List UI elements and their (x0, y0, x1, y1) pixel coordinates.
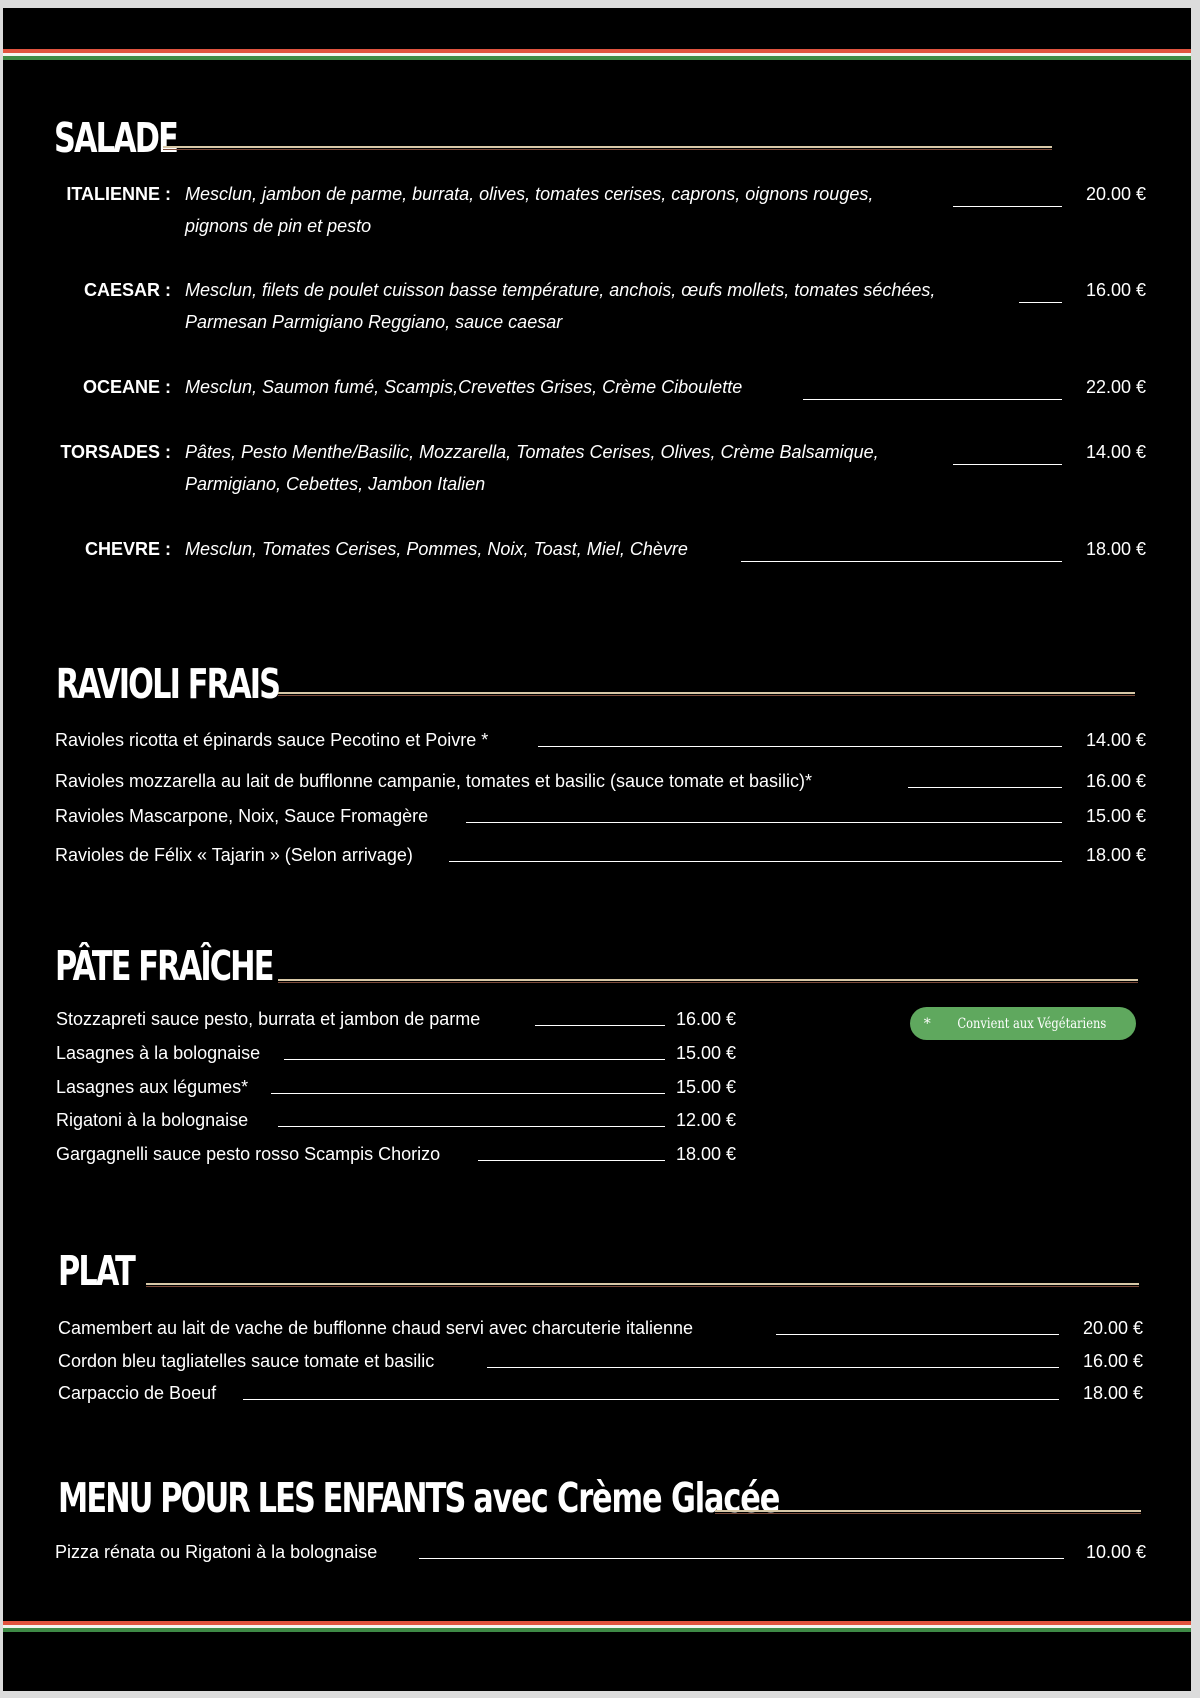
item-name: Lasagnes à la bolognaise (56, 1043, 261, 1063)
price: 16.00 € (676, 1009, 737, 1029)
price: 15.00 € (676, 1077, 737, 1097)
price: 20.00 € (1082, 1318, 1143, 1338)
dot-leader (953, 464, 1062, 465)
section-title-ravioli: RAVIOLI FRAIS (56, 660, 280, 708)
section-rule (278, 979, 1138, 983)
price: 10.00 € (1085, 1542, 1146, 1562)
vegetarian-badge (910, 1007, 1136, 1040)
item-name: Camembert au lait de vache de bufflonne chaud servi avec charcuterie italienne (58, 1318, 694, 1338)
item-name: Carpaccio de Boeuf (58, 1383, 217, 1403)
item-name: Rigatoni à la bolognaise (56, 1110, 249, 1130)
salad-item-description: Pâtes, Pesto Menthe/Basilic, Mozzarella, Tomates Cerises, Olives, Crème Balsamique, Parmigiano, Cebettes, Jambon Italien (185, 442, 879, 494)
salad-item-label: ITALIENNE : (66, 184, 171, 204)
italian-flag-stripes-top (3, 49, 1191, 60)
item-name: Gargagnelli sauce pesto rosso Scampis Chorizo (56, 1144, 441, 1164)
dot-leader (538, 746, 1062, 747)
price: 16.00 € (1085, 280, 1146, 300)
price: 15.00 € (1085, 806, 1146, 826)
italian-flag-stripes-bottom (3, 1621, 1191, 1632)
dot-leader (535, 1025, 665, 1026)
dot-leader (284, 1059, 665, 1060)
section-title-enfants (58, 1474, 780, 1522)
item-name: Lasagnes aux légumes* (56, 1077, 249, 1097)
price: 18.00 € (676, 1144, 737, 1164)
dot-leader (803, 399, 1062, 400)
price: 18.00 € (1085, 539, 1146, 559)
asterisk-icon: * (923, 1015, 931, 1032)
dot-leader (243, 1399, 1059, 1400)
item-name: Ravioles ricotta et épinards sauce Pecotino et Poivre * (55, 730, 489, 750)
section-rule (146, 1283, 1139, 1287)
dot-leader (466, 822, 1062, 823)
vegetarian-badge-label: Convient aux Végétariens (957, 1015, 1106, 1032)
dot-leader (908, 787, 1062, 788)
section-title-enfants-main: MENU POUR LES ENFANTS (58, 1474, 465, 1522)
salad-item-description: Mesclun, Saumon fumé, Scampis,Crevettes Grises, Crème Ciboulette (185, 377, 743, 397)
price: 18.00 € (1085, 845, 1146, 865)
section-title-enfants-suffix: avec Crème Glacée (473, 1474, 780, 1522)
dot-leader (776, 1334, 1059, 1335)
item-name: Ravioles Mascarpone, Noix, Sauce Fromagère (55, 806, 429, 826)
item-name: Ravioles mozzarella au lait de bufflonne campanie, tomates et basilic (sauce tomate et basilic)* (55, 771, 813, 791)
price: 22.00 € (1085, 377, 1146, 397)
price: 16.00 € (1085, 771, 1146, 791)
section-rule (163, 146, 1052, 150)
dot-leader (271, 1093, 665, 1094)
salad-item-description: Mesclun, Tomates Cerises, Pommes, Noix, Toast, Miel, Chèvre (185, 539, 688, 559)
salad-item-label: CHEVRE : (84, 539, 171, 559)
dot-leader (478, 1160, 665, 1161)
salad-item-label: TORSADES : (60, 442, 171, 462)
section-title-salade: SALADE (54, 114, 177, 162)
salad-item-description: Mesclun, filets de poulet cuisson basse température, anchois, œufs mollets, tomates séchées, Parmesan Parmigiano Reggiano, sauce caesar (185, 280, 936, 332)
price: 18.00 € (1082, 1383, 1143, 1403)
item-name: Cordon bleu tagliatelles sauce tomate et basilic (58, 1351, 435, 1371)
price: 12.00 € (676, 1110, 737, 1130)
dot-leader (487, 1367, 1059, 1368)
section-rule (278, 692, 1135, 696)
price: 16.00 € (1082, 1351, 1143, 1371)
dot-leader (1019, 302, 1062, 303)
dot-leader (449, 861, 1062, 862)
price: 20.00 € (1085, 184, 1146, 204)
item-name: Stozzapreti sauce pesto, burrata et jambon de parme (56, 1009, 481, 1029)
salad-item-label: OCEANE : (82, 377, 171, 397)
menu-page (3, 8, 1191, 1691)
dot-leader (419, 1558, 1064, 1559)
salad-item-label: CAESAR : (83, 280, 171, 300)
section-rule (715, 1510, 1141, 1514)
section-title-plat: PLAT (58, 1247, 135, 1295)
item-name: Ravioles de Félix « Tajarin » (Selon arrivage) (55, 845, 413, 865)
price: 15.00 € (676, 1043, 737, 1063)
dot-leader (953, 206, 1062, 207)
section-title-pate-fraiche: PÂTE FRAÎCHE (55, 942, 273, 990)
salad-item-description: Mesclun, jambon de parme, burrata, olives, tomates cerises, caprons, oignons rouges, pignons de pin et pesto (185, 184, 874, 236)
price: 14.00 € (1085, 442, 1146, 462)
dot-leader (278, 1126, 665, 1127)
price: 14.00 € (1085, 730, 1146, 750)
item-name: Pizza rénata ou Rigatoni à la bolognaise (55, 1542, 378, 1562)
dot-leader (741, 561, 1062, 562)
